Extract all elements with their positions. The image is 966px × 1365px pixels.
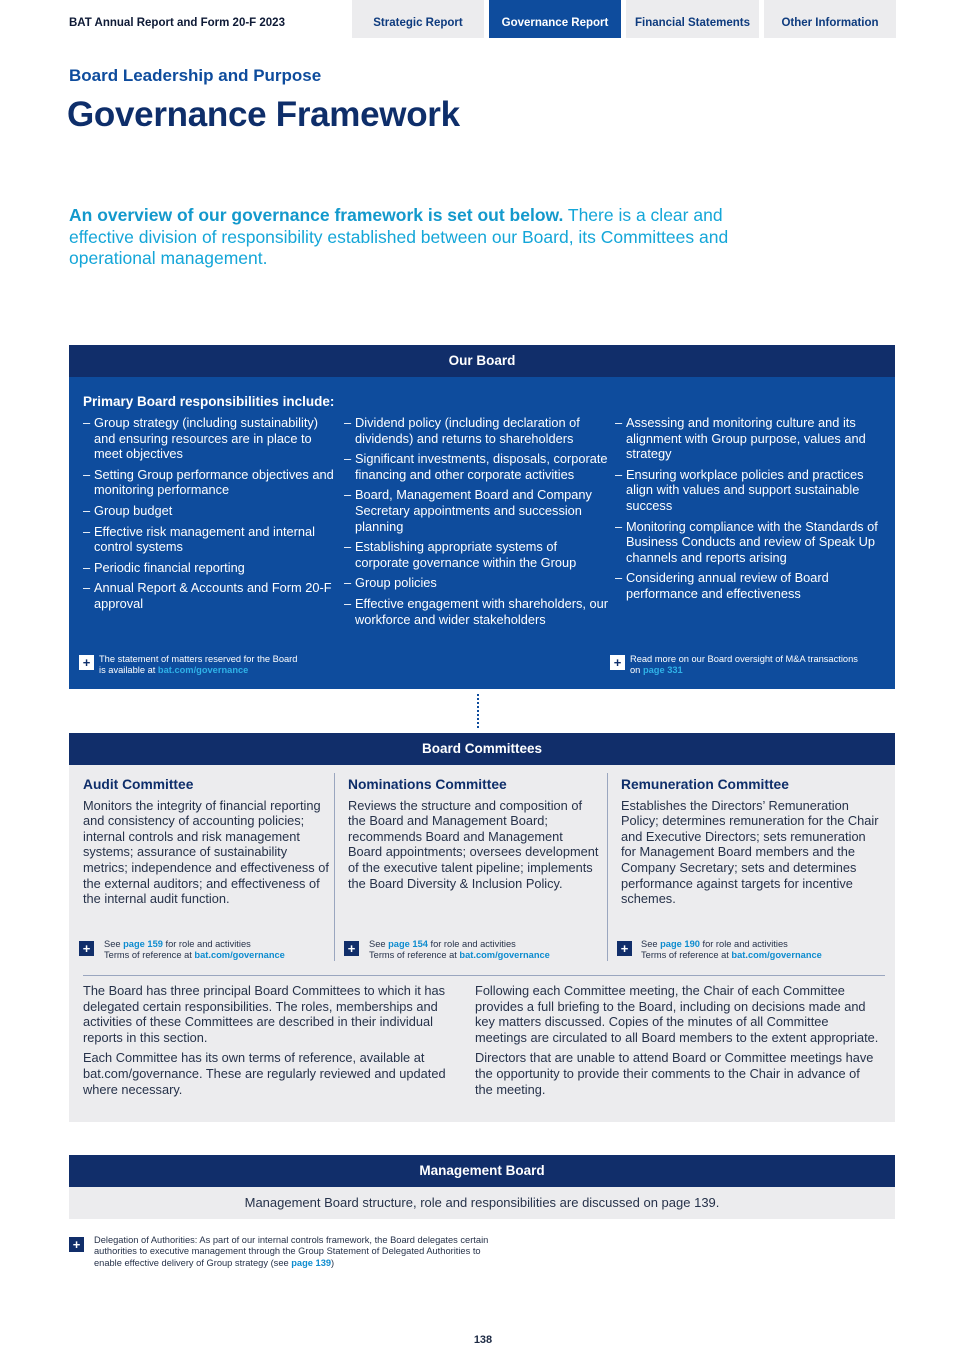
intro-bold: An overview of our governance framework is set out below.: [69, 205, 564, 225]
board-committees-header: Board Committees: [69, 733, 895, 765]
remuneration-see-note: [641, 939, 822, 961]
list-item: – Considering annual review of Board performance and effectiveness: [615, 570, 887, 601]
divider: [334, 773, 335, 961]
committees-summary-right: [475, 983, 881, 1102]
note-line: [104, 950, 285, 961]
audit-committee: [83, 777, 331, 907]
board-committees-panel: [69, 765, 895, 1122]
list-item: – Significant investments, disposals, corporate financing and other corporate activities: [344, 451, 610, 482]
committees-summary-left: [83, 983, 463, 1102]
tab-governance-report[interactable]: Governance Report: [489, 0, 621, 38]
note-text: Terms of reference at: [104, 950, 195, 960]
note-line: [641, 939, 822, 950]
divider: [83, 975, 885, 976]
list-item: – Effective risk management and internal control systems: [83, 524, 341, 555]
list-item: – Ensuring workplace policies and practices align with values and support sustainable success: [615, 467, 887, 514]
management-board-header: Management Board: [69, 1155, 895, 1187]
delegation-text: Delegation of Authorities: As part of our internal controls framework, the Board delegates certain authorities to executive management through the Group Statement of Delegated Authorities to enable effective delivery of Group strategy (see: [94, 1235, 489, 1268]
committee-title: Audit Committee: [83, 777, 194, 792]
dotted-connector: [477, 694, 479, 728]
responsibilities-col-3: [615, 415, 887, 607]
list-item: – Effective engagement with shareholders, our workforce and wider stakeholders: [344, 596, 610, 627]
governance-link[interactable]: bat.com/governance: [731, 950, 822, 960]
nominations-see-note: [369, 939, 550, 961]
note-text: See: [369, 939, 389, 949]
note-line: [641, 950, 822, 961]
page-title: Governance Framework: [67, 95, 460, 134]
committee-description: Establishes the Directors’ Remuneration Policy; determines remuneration for the Chair and Executive Directors; sets remuneration for Management Board members and the Company Secretary; sets and determines performance against targets for incentive schemes.: [621, 797, 879, 907]
report-title: BAT Annual Report and Form 20-F 2023: [69, 17, 285, 29]
paragraph: The Board has three principal Board Committees to which it has delegated certain responsibilities. The roles, memberships and activities of these Committees are described in their individual reports in this section.: [83, 983, 446, 1045]
note-text: Terms of reference at: [369, 950, 460, 960]
page-331-link[interactable]: page 331: [642, 665, 683, 675]
list-item: – Annual Report & Accounts and Form 20-F approval: [83, 580, 341, 611]
page-139-link[interactable]: page 139: [291, 1257, 332, 1268]
intro-rest: There is a clear and effective division of responsibility established between our Board, its Committees and operational management.: [69, 205, 729, 268]
note-text: See: [641, 939, 661, 949]
plus-icon: +: [79, 941, 94, 956]
matters-reserved-note: [99, 654, 297, 676]
note-text: for role and activities: [162, 939, 251, 949]
responsibilities-col-1: [83, 415, 341, 617]
note-line: [369, 939, 550, 950]
delegation-close: ): [331, 1257, 335, 1268]
committee-description: Monitors the integrity of financial reporting and consistency of accounting policies; internal controls and risk management systems; assurance of sustainability metrics; independence and effectiveness of the external auditors; and effectiveness of the internal audit function.: [83, 797, 329, 907]
governance-link[interactable]: bat.com/governance: [459, 950, 550, 960]
note-text: See: [104, 939, 124, 949]
ma-oversight-note: [630, 654, 858, 676]
remuneration-committee: [621, 777, 883, 907]
note-text: Terms of reference at: [641, 950, 732, 960]
paragraph: Directors that are unable to attend Board or Committee meetings have the opportunity to provide their comments to the Chair in advance of the meeting.: [475, 1050, 874, 1097]
intro-text: [69, 205, 789, 270]
management-board-text: Management Board structure, role and responsibilities are discussed on page 139.: [69, 1187, 895, 1219]
our-board-header: Our Board: [69, 345, 895, 377]
page-154-link[interactable]: page 154: [388, 939, 428, 949]
list-item: – Group strategy (including sustainability) and ensuring resources are in place to meet objectives: [83, 415, 341, 462]
note-text: is available at: [99, 665, 158, 675]
tab-strategic-report[interactable]: Strategic Report: [352, 0, 484, 38]
note-line: [630, 665, 858, 676]
plus-icon: +: [69, 1237, 84, 1252]
section-label: Board Leadership and Purpose: [69, 66, 322, 85]
note-line: [369, 950, 550, 961]
page-number: 138: [473, 1334, 493, 1346]
plus-icon: +: [617, 941, 632, 956]
list-item: – Assessing and monitoring culture and its alignment with Group purpose, values and strategy: [615, 415, 887, 462]
list-item: – Board, Management Board and Company Secretary appointments and succession planning: [344, 487, 610, 534]
page-159-link[interactable]: page 159: [123, 939, 163, 949]
delegation-note: [94, 1235, 494, 1269]
note-text: for role and activities: [427, 939, 516, 949]
plus-icon: +: [344, 941, 359, 956]
paragraph: Following each Committee meeting, the Chair of each Committee provides a full briefing to the Board, including on decisions made and key matters discussed. Copies of the minutes of all Committee meetings are circulated to all Board members to the extent appropriate.: [475, 983, 879, 1045]
board-subtitle: Primary Board responsibilities include:: [83, 394, 335, 409]
audit-see-note: [104, 939, 285, 961]
note-line: [104, 939, 285, 950]
divider: [607, 773, 608, 961]
list-item: – Group policies: [344, 575, 610, 591]
tab-other-information[interactable]: Other Information: [764, 0, 896, 38]
nominations-committee: [348, 777, 600, 891]
note-line: The statement of matters reserved for the Board: [99, 654, 298, 664]
list-item: – Group budget: [83, 503, 341, 519]
list-item: – Periodic financial reporting: [83, 560, 341, 576]
responsibilities-col-2: [344, 415, 610, 632]
tab-financial-statements[interactable]: Financial Statements: [626, 0, 759, 38]
list-item: – Establishing appropriate systems of corporate governance within the Group: [344, 539, 610, 570]
list-item: – Monitoring compliance with the Standards of Business Conducts and review of Speak Up channels and reports arising: [615, 519, 887, 566]
note-text: on: [630, 665, 643, 675]
plus-icon: +: [610, 655, 625, 670]
page-190-link[interactable]: page 190: [660, 939, 700, 949]
note-line: Read more on our Board oversight of M&A transactions: [630, 654, 858, 664]
committee-description: Reviews the structure and composition of the Board and Management Board; recommends Board and Management Board appointments; oversees development of the executive talent pipeline; implements the Board Diversity & Inclusion Policy.: [348, 797, 599, 891]
governance-link[interactable]: bat.com/governance: [194, 950, 285, 960]
list-item: – Setting Group performance objectives and monitoring performance: [83, 467, 341, 498]
note-text: for role and activities: [699, 939, 788, 949]
our-board-panel: [69, 377, 895, 689]
list-item: – Dividend policy (including declaration of dividends) and returns to shareholders: [344, 415, 610, 446]
paragraph: Each Committee has its own terms of reference, available at bat.com/governance. These are regularly reviewed and updated where necessary.: [83, 1050, 446, 1097]
governance-link[interactable]: bat.com/governance: [157, 665, 249, 675]
plus-icon: +: [79, 655, 94, 670]
note-line: [99, 665, 297, 676]
committee-title: Remuneration Committee: [621, 777, 789, 792]
committee-title: Nominations Committee: [348, 777, 507, 792]
